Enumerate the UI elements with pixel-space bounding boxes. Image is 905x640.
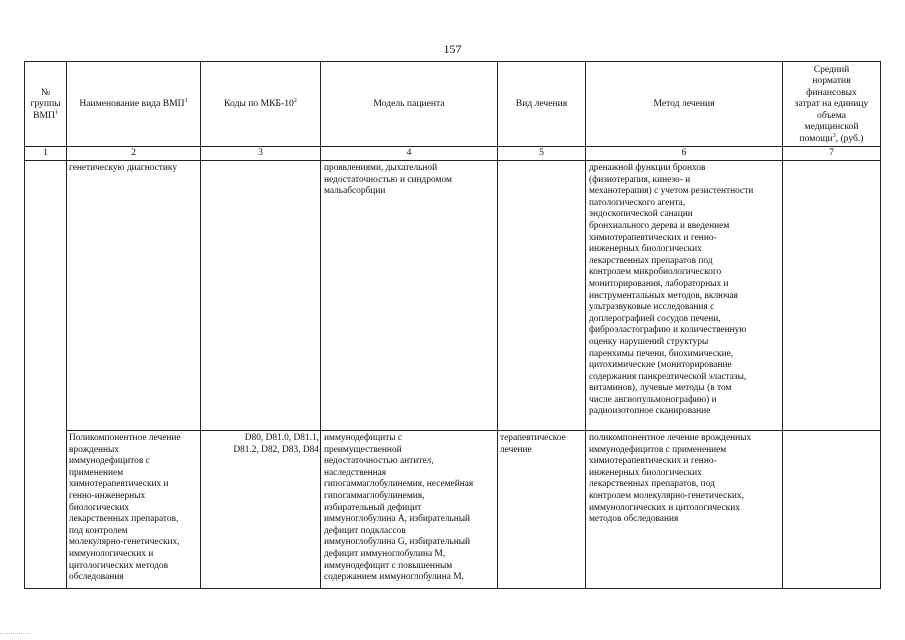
column-number: 1 <box>43 147 48 158</box>
header-average-cost: Средний норматив финансовых затрат на единицу объема медицинской помощи$^3$, (руб.) <box>794 63 869 144</box>
header-treatment-method: Метод лечения <box>653 98 715 110</box>
scan-margin-mark <box>0 633 30 635</box>
column-number: 3 <box>258 147 263 158</box>
header-treatment-type: Вид лечения <box>515 98 568 110</box>
page-number: 157 <box>443 42 462 56</box>
row2-treatment-type: терапевтическое лечение <box>500 433 566 455</box>
row-divider <box>66 430 881 431</box>
column-number: 6 <box>681 147 687 158</box>
column-numbers-bottom-border <box>24 160 881 161</box>
column-number: 5 <box>539 147 544 158</box>
header-patient-model: Модель пациента <box>373 98 445 110</box>
row1-patient-model: проявлениями, дыхательной недостаточностью и синдромом мальабсорбции <box>324 163 452 197</box>
row2-patient-model: иммунодефициты с преимущественной недостаточностью антител, наследственная гипогаммаглобулинемия, несемейная гипогаммаглобулинемия, избирательный дефицит иммуноглобулина A, избирательный дефицит подклассов иммуноглобулина G, избирательный дефицит иммуноглобулина M, иммунодефицит с повышенным содержанием иммуноглобулина M, <box>324 433 474 583</box>
header-icd-codes: Коды по МКБ-$10^2$ <box>224 98 297 110</box>
header-vmp-name: Наименование вида ВМП$^1$ <box>79 98 188 110</box>
table-bottom-border <box>24 588 881 589</box>
row2-treatment-method: поликомпонентное лечение врожденных иммунодефицитов с применением химиотерапевтических и генно- инженерных биологических лекарственных препаратов, под контролем молекулярно-генетических, иммунологических и цитологических методов обследования <box>589 433 752 525</box>
column-number: 7 <box>829 147 834 158</box>
header-group-number: № группы ВМП$^1$ <box>30 86 61 121</box>
column-number: 4 <box>406 147 412 158</box>
vmp-table <box>24 61 881 589</box>
column-border <box>880 61 881 589</box>
row2-vmp-name: Поликомпонентное лечение врожденных иммунодефицитов с применением химиотерапевтических и генно-инженерных биологических лекарственных препаратов, под контролем молекулярно-генетических, иммунологических и цитологических методов обследования <box>69 433 181 583</box>
row2-icd-codes: D80, D81.0, D81.1, D81.2, D82, D83, D84 <box>233 433 319 455</box>
row1-vmp-name: генетическую диагностику <box>69 163 178 173</box>
row1-treatment-method: дренажной функции бронхов (физиотерапия, кинезо- и механотерапия) с учетом резистентности патологического агента, эндоскопической санации бронхиального дерева и введением химиотерапевтических и генно- инженерных биологических лекарственных препаратов под контролем микробиологического мониторирования, лабораторных и инструментальных методов, включая ультразвуковые исследования с доплерографией сосудов печени, фиброэластографию и количественную оценку нарушений структуры паренхимы печени, биохимические, цитохимические (мониторирование содержания панкреатической эластазы, витаминов), лучевые методы (в том числе ангиопульмонографию) и радиоизотопное сканирование <box>589 163 754 417</box>
column-number: 2 <box>131 147 136 158</box>
